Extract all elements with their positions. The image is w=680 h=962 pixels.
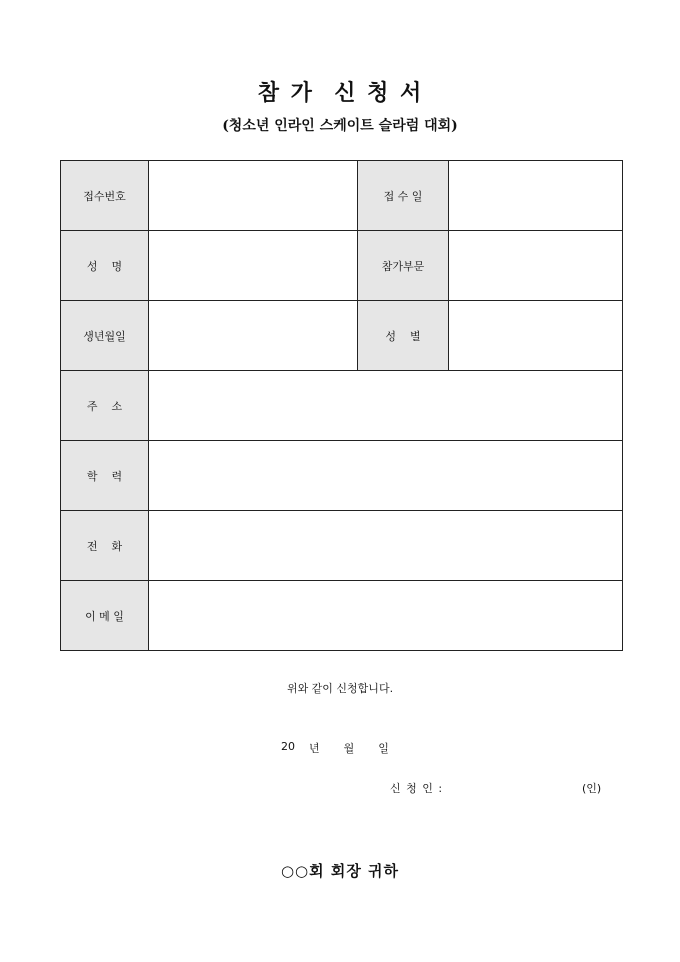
applicant-label: 신 청 인 :: [390, 782, 443, 795]
address-field[interactable]: [149, 371, 623, 441]
gender-field[interactable]: [449, 301, 623, 371]
application-date: [281, 740, 389, 756]
education-field[interactable]: [149, 441, 623, 511]
form-row-email: [61, 581, 623, 651]
document-title: 참 가 신 청 서: [257, 80, 423, 106]
gender-label: 성 별: [358, 301, 449, 371]
form-row-birthdate: [61, 301, 623, 371]
addressee: ○○회 회장 귀하: [280, 862, 400, 880]
phone-label: 전 화: [61, 511, 149, 581]
birthdate-field[interactable]: [149, 301, 358, 371]
application-statement: 위와 같이 신청합니다.: [286, 682, 394, 695]
application-form-table: [60, 160, 623, 651]
phone-field[interactable]: [149, 511, 623, 581]
birthdate-label: 생년월일: [61, 301, 149, 371]
reception-number-label: 접수번호: [61, 161, 149, 231]
category-label: 참가부문: [358, 231, 449, 301]
date-year: 20: [281, 740, 295, 753]
date-month-unit: 월: [343, 742, 355, 755]
document-subtitle: (청소년 인라인 스케이트 슬라럼 대회): [222, 118, 458, 134]
form-row-reception-number: [61, 161, 623, 231]
reception-number-field[interactable]: [149, 161, 358, 231]
form-row-name: [61, 231, 623, 301]
address-label: 주 소: [61, 371, 149, 441]
date-year-unit: 년: [309, 742, 320, 755]
form-row-phone: [61, 511, 623, 581]
form-row-address: [61, 371, 623, 441]
email-field[interactable]: [149, 581, 623, 651]
form-row-education: [61, 441, 623, 511]
reception-date-label: 접 수 일: [358, 161, 449, 231]
email-label: 이 메 일: [61, 581, 149, 651]
reception-date-field[interactable]: [449, 161, 623, 231]
name-field[interactable]: [149, 231, 358, 301]
seal-mark: (인): [582, 782, 602, 795]
date-day-unit: 일: [378, 742, 389, 755]
education-label: 학 력: [61, 441, 149, 511]
category-field[interactable]: [449, 231, 623, 301]
name-label: 성 명: [61, 231, 149, 301]
